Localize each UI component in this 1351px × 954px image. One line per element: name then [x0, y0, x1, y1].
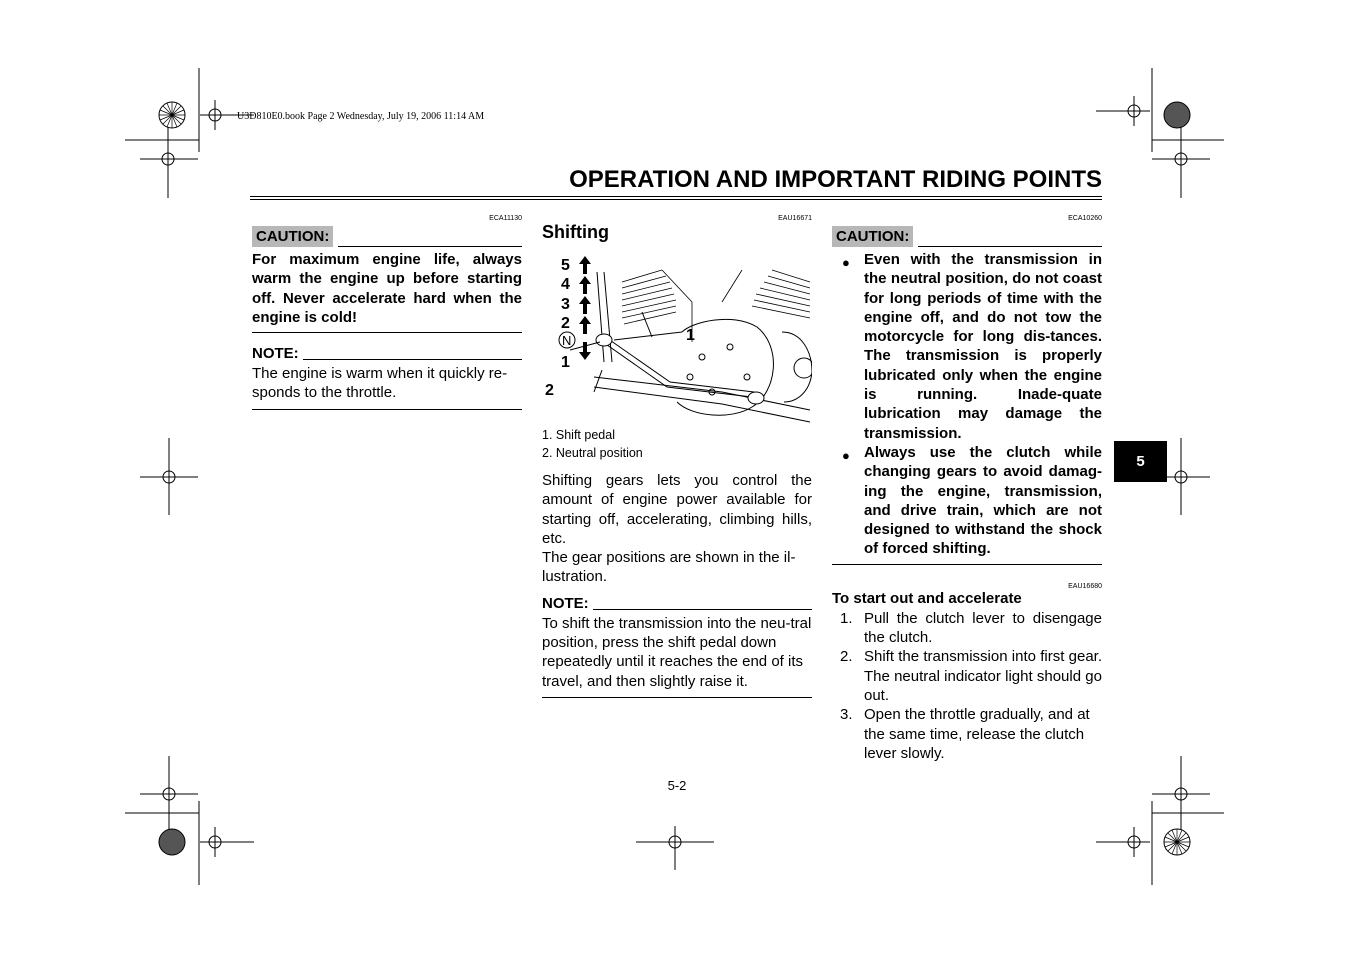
caution-bullet-text: Even with the transmission in the neutral position, do not coast for long periods of time with the engine off, and do not tow the motorcycle for long dis-tances. The transmission is properly lubricated only when the engine is running. Inade-quate lubrication may damage the transmission. [864, 251, 1102, 442]
caution-label: CAUTION: [832, 226, 913, 247]
step-text: Open the throttle gradually, and at the same time, release the clutch lever slowly. [864, 706, 1090, 762]
page-number: 5-2 [667, 778, 687, 793]
subsection-title: To start out and accelerate [832, 589, 1022, 607]
note-rule [593, 609, 812, 610]
caution-rule [918, 245, 1102, 247]
column-2 [542, 215, 812, 243]
step-text: Pull the clutch lever to disengage the clutch. [864, 609, 1102, 647]
note-label: NOTE: [252, 345, 299, 363]
doc-code: EAU16680 [1068, 582, 1102, 590]
note-label: NOTE: [542, 594, 589, 612]
step-number: 1. [840, 609, 853, 627]
gear-label-3: 3 [561, 296, 570, 313]
gear-label-1: 1 [561, 354, 570, 371]
column-3 [832, 215, 1102, 763]
gear-label-4: 4 [561, 276, 570, 293]
column-2-body [542, 426, 812, 698]
figure-caption-1: 1. Shift pedal [542, 428, 615, 442]
step-number: 3. [840, 706, 853, 724]
step-text: Shift the transmission into first gear. The neutral indicator light should go out. [864, 648, 1102, 704]
title-rule [250, 196, 1102, 197]
note-header [542, 595, 812, 613]
callout-1: 1 [686, 327, 695, 344]
caution-bullet [832, 443, 1102, 559]
engine-illustration [542, 252, 812, 426]
chapter-tab: 5 [1114, 441, 1167, 482]
note-rule [303, 359, 522, 360]
caution-header [832, 226, 1102, 247]
gear-label-5: 5 [561, 257, 570, 274]
step-item [832, 647, 1102, 705]
caution-bullet-text: Always use the clutch while changing gears to avoid damag-ing the engine, transmission, and drive train, which are not designed to withstand the shock of forced shifting. [864, 443, 1102, 558]
note-text: To shift the transmission into the neu-tral position, press the shift pedal down repeatedly until it reaches the end of its travel, and then slightly raise it. [542, 614, 812, 690]
caution-bullet [832, 250, 1102, 443]
page-title: OPERATION AND IMPORTANT RIDING POINTS [569, 166, 1102, 193]
caution-label: CAUTION: [252, 226, 333, 247]
divider [252, 332, 522, 333]
doc-code: ECA11130 [489, 215, 522, 222]
gear-positions-paragraph: The gear positions are shown in the il-lustration. [542, 549, 796, 586]
gear-label-n: N [562, 333, 572, 348]
title-rule [250, 199, 1102, 200]
step-number: 2. [840, 648, 853, 666]
doc-code: EAU16671 [778, 215, 812, 222]
gear-label-2: 2 [561, 315, 570, 332]
figure-caption-2: 2. Neutral position [542, 446, 643, 460]
divider [832, 564, 1102, 565]
caution-rule [338, 245, 522, 247]
step-item [832, 609, 1102, 648]
section-title: Shifting [542, 222, 609, 242]
shifting-paragraph: Shifting gears lets you control the amount of engine power available for starting off, accelerating, climbing hills, etc. [542, 472, 812, 547]
shift-pedal-figure [542, 252, 812, 426]
callout-2: 2 [545, 382, 554, 399]
divider [252, 409, 522, 410]
step-item [832, 705, 1102, 763]
bullet-icon: ● [842, 447, 850, 463]
book-info: U3D810E0.book Page 2 Wednesday, July 19, 2006 11:14 AM [237, 111, 485, 122]
divider [542, 697, 812, 698]
caution-text: For maximum engine life, always warm the engine up before starting off. Never accelerate hard when the engine is cold! [252, 251, 522, 326]
caution-header [252, 226, 522, 247]
note-text: The engine is warm when it quickly re-sponds to the throttle. [252, 365, 508, 402]
note-header [252, 345, 522, 363]
doc-code: ECA10260 [1068, 215, 1102, 222]
column-1 [252, 215, 522, 410]
bullet-icon: ● [842, 255, 850, 270]
